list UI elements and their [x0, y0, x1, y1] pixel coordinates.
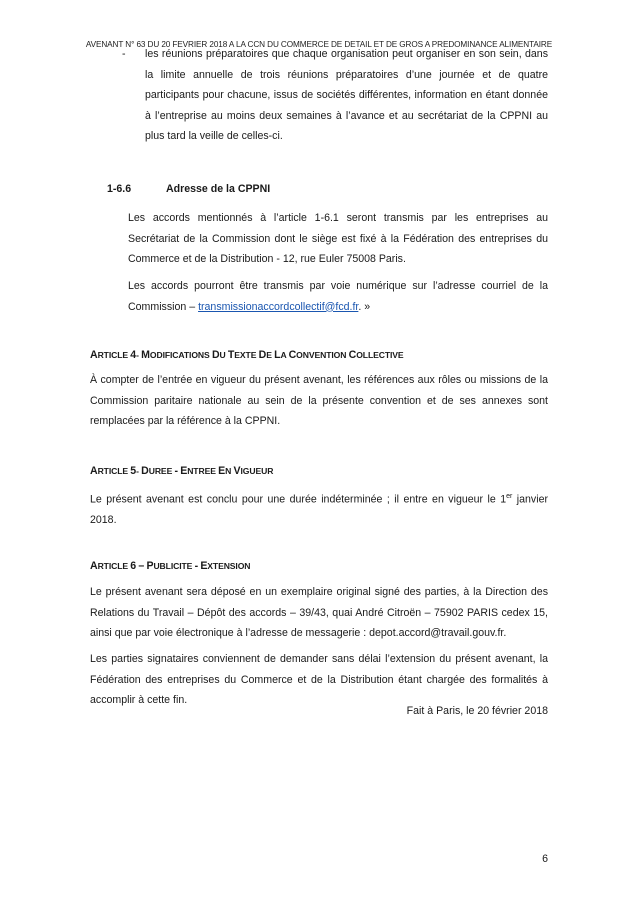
article-4-text: À compter de l’entrée en vigueur du présent avenant, les références aux rôles ou missions de la Commission paritaire nationale au sein de la présente convention et de ses annexes sont remplacées par la référence à la CPPNI.	[90, 374, 548, 427]
article-6-paragraph-2: Les parties signataires conviennent de demander sans délai l’extension du présent avenant, la Fédération des entreprises du Commerce et de la Distribution étant chargée des formalités à accomplir à cette fin.	[90, 653, 548, 706]
page-number: 6	[542, 853, 548, 865]
section-paragraph-1: Les accords mentionnés à l’article 1-6.1 seront transmis par les entreprises au Secrétariat de la Commission dont le siège est fixé à la Fédération des entreprises du Commerce et de la Distribution - 12, rue Euler 75008 Paris.	[128, 212, 548, 265]
article-5-text-main: Le présent avenant est conclu pour une durée indéterminée ; il entre en vigueur le 1	[90, 493, 507, 506]
section-paragraph-2-end: . »	[358, 300, 371, 313]
section-paragraph-2	[128, 276, 548, 317]
article-5-title: ARTICLE 5- DUREE - ENTREE EN VIGUEUR	[90, 465, 274, 477]
bullet-dash: -	[122, 48, 126, 60]
article-5-superscript: er	[506, 493, 513, 500]
bullet-paragraph: les réunions préparatoires que chaque organisation peut organiser en son sein, dans la limite annuelle de trois réunions préparatoires d’une journée et de quatre participants pour chacune, issus de sociétés différentes, information en étant donnée à l’entreprise au moins deux semaines à l’avance et au secrétariat de la CPPNI au plus tard la veille de celles-ci.	[145, 48, 548, 142]
section-paragraph-2-text: Les accords pourront être transmis par voie numérique sur l’adresse courriel de la Commission –	[128, 280, 548, 313]
section-number: 1-6.6	[107, 183, 132, 195]
article-6-paragraph-1: Le présent avenant sera déposé en un exemplaire original signé des parties, à la Direction des Relations du Travail – Dépôt des accords – 39/43, quai André Citroën – 75902 PARIS cedex 15, ainsi que par voie électronique à l’adresse de messagerie : depot.accord@travail.gouv.fr.	[90, 586, 548, 639]
article-4-title: ARTICLE 4- MODIFICATIONS DU TEXTE DE LA CONVENTION COLLECTIVE	[90, 349, 404, 361]
email-link[interactable]: transmissionaccordcollectif@fcd.fr	[198, 300, 359, 313]
article-5-text	[90, 487, 548, 531]
section-title: Adresse de la CPPNI	[166, 183, 271, 195]
running-header: AVENANT N° 63 DU 20 FEVRIER 2018 A LA CCN DU COMMERCE DE DETAIL ET DE GROS A PREDOMINANCE ALIMENTAIRE	[85, 40, 553, 49]
article-6-title: ARTICLE 6 – PUBLICITE - EXTENSION	[90, 560, 251, 572]
signature-line: Fait à Paris, le 20 février 2018	[406, 705, 548, 717]
article-5-text-end: janvier 2018.	[90, 493, 548, 527]
